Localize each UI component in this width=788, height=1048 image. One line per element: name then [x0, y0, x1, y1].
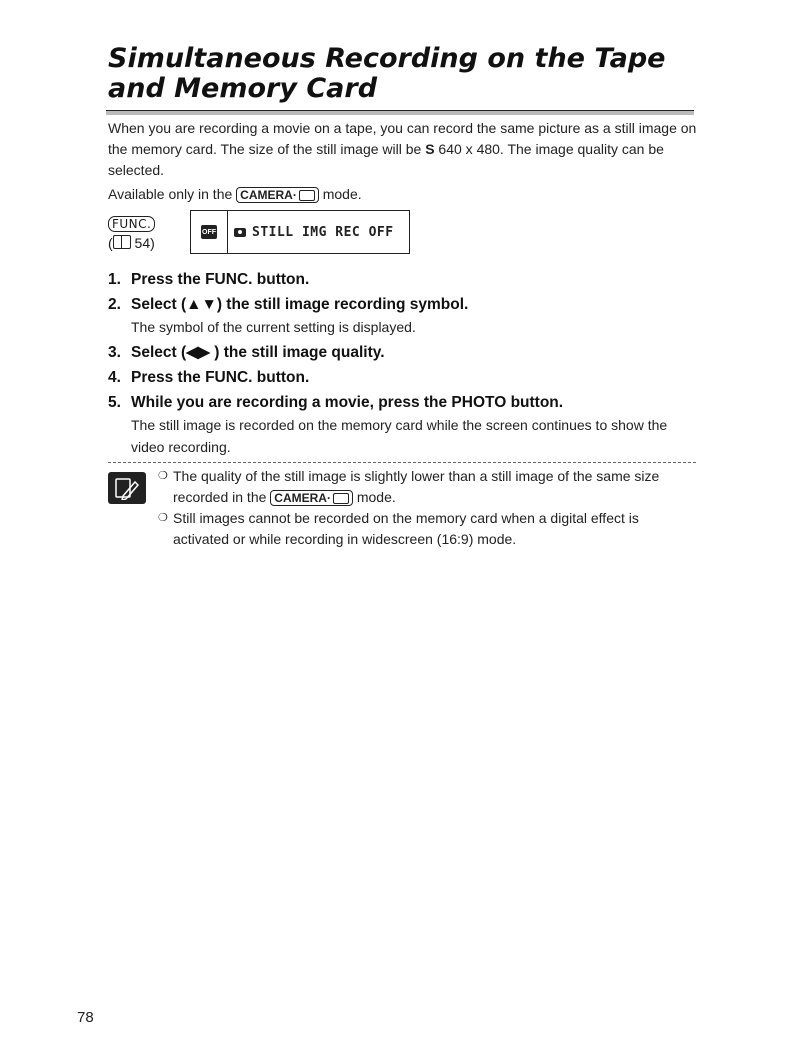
step-text: Press the FUNC. button. — [131, 369, 310, 386]
availability-text-a: Available only in the — [108, 186, 233, 202]
up-down-arrows-icon: ▲▼ — [186, 296, 217, 313]
note-1 — [158, 466, 698, 508]
step-text: Press the FUNC. button. — [131, 271, 310, 288]
page-title: Simultaneous Recording on the Tape and Memory Card — [108, 43, 666, 104]
step-number: 3. — [108, 344, 121, 361]
step-text-a: Select ( — [131, 296, 187, 313]
availability-note — [108, 184, 698, 205]
step-number: 1. — [108, 271, 121, 288]
ref-open-paren: ( — [108, 235, 113, 251]
title-rule — [106, 110, 694, 115]
step-1 — [108, 270, 698, 290]
size-s-label: S — [425, 141, 435, 157]
step-subtext: The symbol of the current setting is displayed. — [131, 319, 416, 335]
step-text-a: Select ( — [131, 344, 187, 361]
step-text: While you are recording a movie, press the PHOTO button. — [131, 394, 564, 411]
camera-mode-label: CAMERA· — [274, 491, 331, 505]
book-icon — [113, 235, 131, 249]
step-5 — [108, 393, 698, 458]
screen-setting-cell — [228, 211, 409, 253]
step-text-b: ) the still image recording symbol. — [216, 296, 469, 313]
step-text-b: ) the still image quality. — [209, 344, 385, 361]
step-number: 2. — [108, 296, 121, 313]
step-4 — [108, 368, 698, 388]
step-subtext: The still image is recorded on the memory card while the screen continues to show the video recording. — [131, 417, 668, 455]
memory-card-mode-icon — [333, 493, 349, 504]
left-right-arrows-icon: ◀▶ — [186, 344, 210, 361]
intro-paragraph — [108, 118, 698, 181]
notes-list — [158, 466, 698, 550]
func-button-icon: FUNC. — [108, 216, 155, 232]
intro-text — [108, 118, 698, 205]
bullet-icon: ❍ — [158, 512, 168, 524]
notes-pencil-icon — [108, 472, 146, 504]
step-number: 4. — [108, 369, 121, 386]
step-3 — [108, 343, 698, 363]
func-reference — [108, 213, 155, 253]
still-rec-off-icon: OFF — [201, 225, 217, 239]
camera-mode-label: CAMERA· — [240, 188, 297, 202]
bullet-icon: ❍ — [158, 470, 168, 482]
note-1-text-a: The quality of the still image is slightly lower than a still image of the same size recorded in the — [173, 468, 660, 505]
notes-divider — [108, 462, 696, 463]
page-number: 78 — [77, 1009, 94, 1026]
availability-text-b: mode. — [322, 186, 362, 202]
screen-display-box — [190, 210, 410, 254]
screen-icon-cell — [191, 211, 228, 253]
camera-card-mode-badge — [270, 490, 353, 506]
note-1-text-b: mode. — [356, 489, 396, 505]
step-number: 5. — [108, 394, 121, 411]
setting-text: STILL IMG REC OFF — [252, 224, 394, 240]
step-2 — [108, 295, 698, 338]
note-2-text: Still images cannot be recorded on the memory card when a digital effect is activated or while recording in widescreen (16:9) mode. — [173, 510, 639, 547]
camera-icon — [234, 228, 246, 237]
pencil-icon — [113, 476, 141, 500]
intro-text-b: 640 x 480. The image quality can be selected. — [108, 141, 664, 178]
ref-page-number: 54) — [130, 235, 155, 251]
intro-text-a: When you are recording a movie on a tape, you can record the same picture as a still image on the memory card. The size of the still image will be — [108, 120, 697, 157]
step-list — [108, 270, 698, 463]
note-2 — [158, 508, 698, 550]
tape-mode-icon — [299, 190, 315, 201]
camera-tape-mode-badge — [236, 187, 319, 203]
